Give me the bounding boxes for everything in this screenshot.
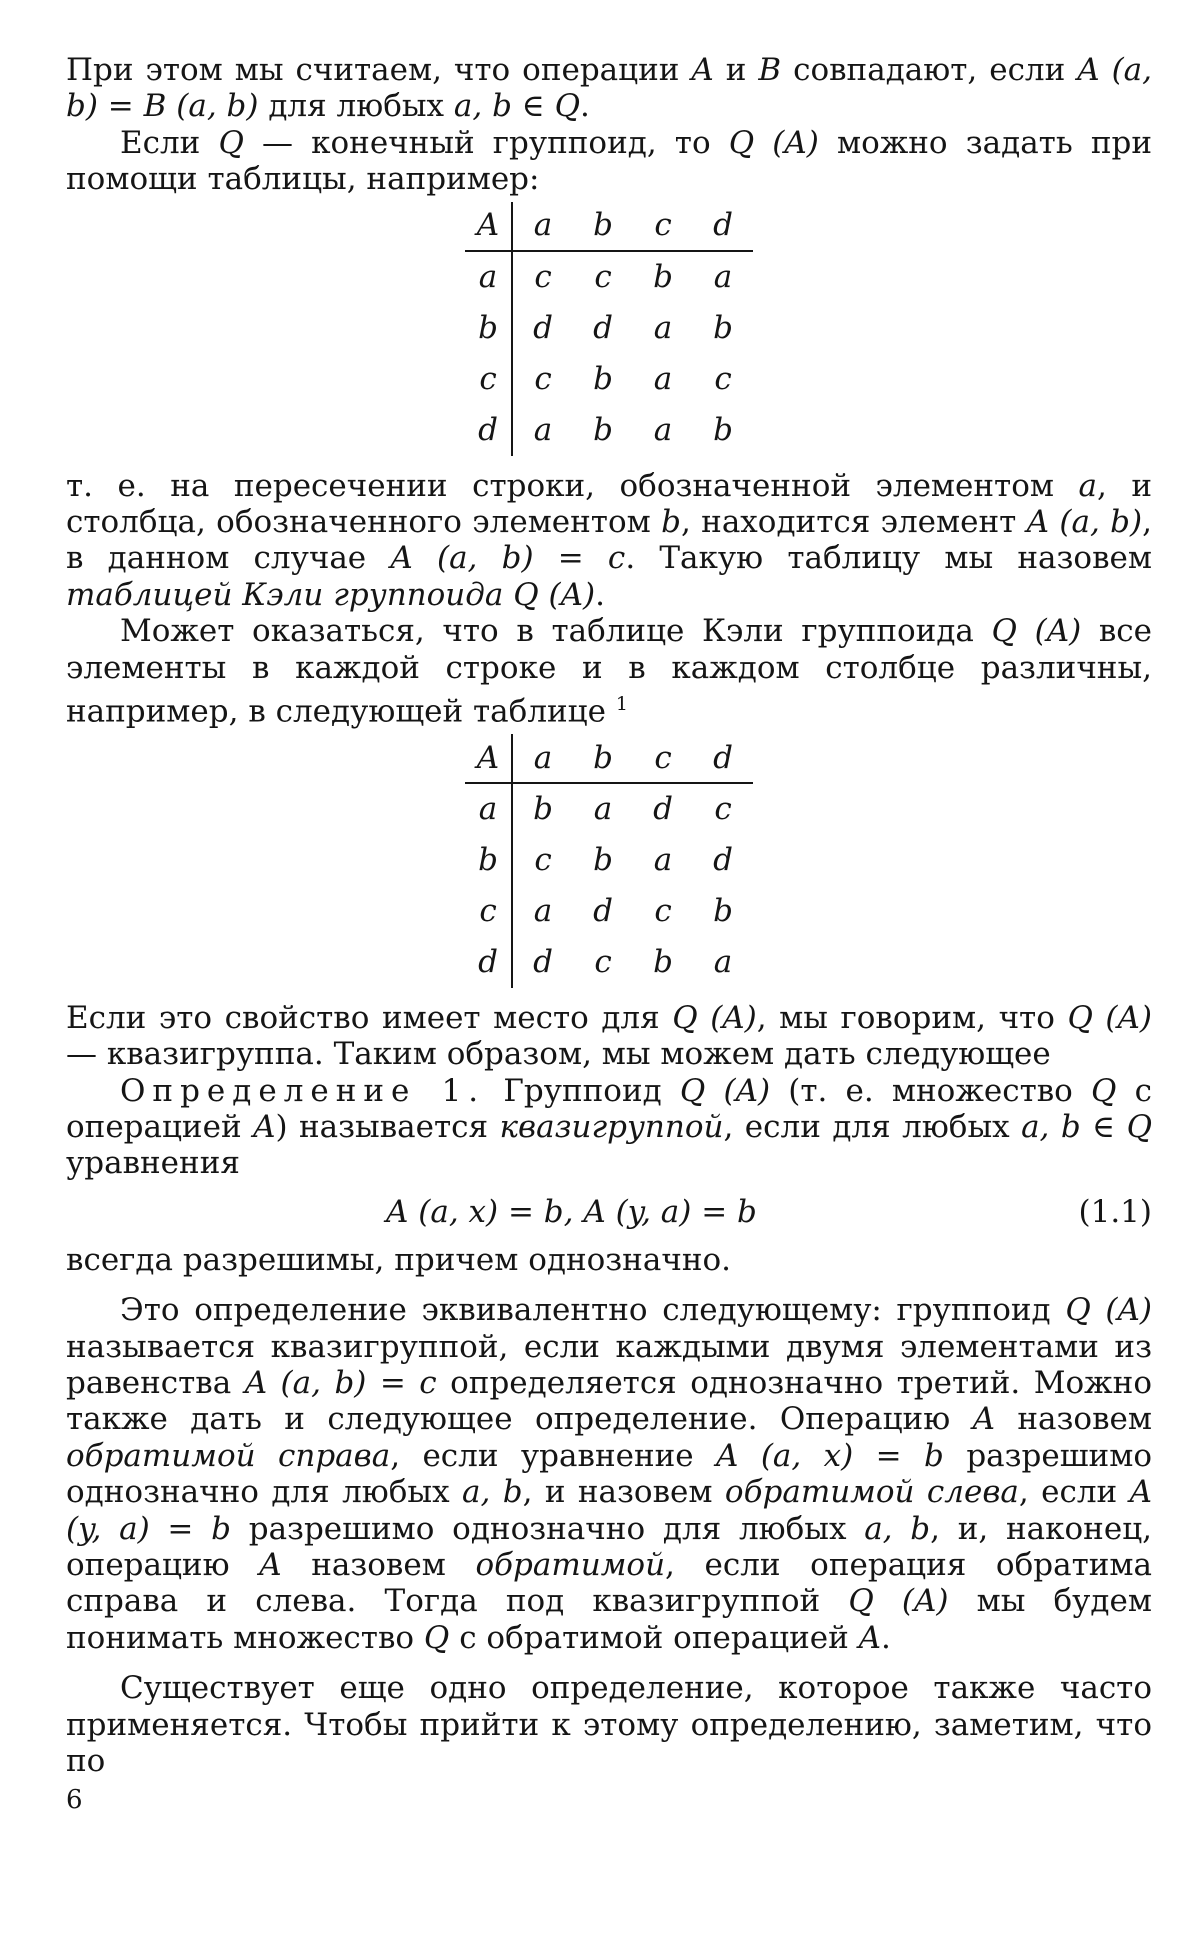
text: [503, 577, 513, 613]
text: , и, наконец, операцию: [66, 1511, 1152, 1583]
text: все элементы в каждой строке и в каждом столбце различны, например, в следующей таблице: [66, 613, 1152, 729]
text: назовем: [995, 1401, 1152, 1437]
table-header-row: [465, 734, 753, 783]
math: a, b: [462, 1474, 523, 1510]
text: и: [714, 52, 759, 88]
table-cell: a: [512, 405, 573, 456]
math: A: [253, 1109, 275, 1145]
table-header-cell: b: [573, 202, 633, 251]
text: , если уравнение: [390, 1438, 716, 1474]
text: с обратимой операцией: [449, 1620, 858, 1656]
row-label: b: [465, 303, 512, 354]
table-cell: d: [633, 783, 693, 835]
page-number: 6: [66, 1785, 83, 1815]
math: A (a, b) = c: [245, 1365, 437, 1401]
row-label: d: [465, 937, 512, 988]
table-row: [465, 303, 753, 354]
text: , если операция обратима справа и слева. Тогда под квазигруппой: [66, 1547, 1152, 1619]
text: с операцией: [66, 1073, 1152, 1145]
table-cell: a: [573, 783, 633, 835]
text: Если это свойство имеет место для: [66, 1000, 672, 1036]
row-label: b: [465, 835, 512, 886]
math: Q: [218, 125, 243, 161]
table-row: [465, 405, 753, 456]
row-label: d: [465, 405, 512, 456]
table-cell: a: [693, 937, 753, 988]
table-cell: c: [512, 835, 573, 886]
equation-formula: A (a, x) = b, A (y, a) = b: [386, 1194, 757, 1230]
text: Если: [120, 125, 218, 161]
cayley-table-1: [465, 202, 753, 456]
table-row: [465, 354, 753, 405]
math: a, b ∈ Q: [454, 88, 580, 124]
equation-number: (1.1): [1079, 1194, 1153, 1230]
math: a, b ∈ Q: [1021, 1109, 1152, 1145]
text: совпадают, если: [781, 52, 1077, 88]
table-cell: c: [633, 886, 693, 937]
table-cell: c: [693, 354, 753, 405]
paragraph-1: [66, 52, 1152, 125]
text: (т. е. множество: [770, 1073, 1091, 1109]
table-cell: c: [693, 783, 753, 835]
equation-1-1: [66, 1188, 1152, 1240]
row-label: a: [465, 251, 512, 303]
term: обратимой слева: [725, 1474, 1019, 1510]
text: т. е. на пересечении строки, обозначенной элементом: [66, 468, 1078, 504]
table-row: [465, 783, 753, 835]
text: .: [595, 577, 605, 613]
term: таблицей Кэли группоида: [66, 577, 503, 613]
definition-label: Определение 1.: [120, 1073, 485, 1109]
paragraph-5: [66, 1000, 1152, 1073]
table-cell: b: [693, 303, 753, 354]
text: разрешимо однозначно для любых: [66, 1438, 1152, 1510]
table-cell: d: [573, 303, 633, 354]
math: A (a, x) = b: [716, 1438, 944, 1474]
table-cell: c: [512, 251, 573, 303]
table-row: [465, 937, 753, 988]
table-header-cell: c: [633, 734, 693, 783]
math: Q (A): [672, 1000, 757, 1036]
text: , если: [1019, 1474, 1130, 1510]
table-cell: d: [573, 886, 633, 937]
math: A: [691, 52, 713, 88]
table-row: [465, 251, 753, 303]
text: определяется однозначно третий. Можно также дать и следующее определение. Операцию: [66, 1365, 1152, 1437]
text: для любых: [258, 88, 453, 124]
table-header-row: [465, 202, 753, 251]
definition-1: [66, 1073, 1152, 1182]
table-cell: d: [512, 303, 573, 354]
math: A: [259, 1547, 281, 1583]
text: Группоид: [485, 1073, 680, 1109]
table-cell: a: [633, 835, 693, 886]
paragraph-4: [66, 613, 1152, 730]
text: , и назовем: [523, 1474, 725, 1510]
cayley-table-2: [465, 734, 753, 988]
term: обратимой справа: [66, 1438, 390, 1474]
math: Q (A): [848, 1583, 948, 1619]
term: обратимой: [475, 1547, 665, 1583]
text: , и столбца, обозначенного элементом: [66, 468, 1152, 540]
math: A (y, a) = b: [66, 1474, 1152, 1546]
paragraph-7: всегда разрешимы, причем однозначно.: [66, 1242, 1152, 1278]
table-corner: A: [465, 202, 512, 251]
table-cell: c: [512, 354, 573, 405]
paragraph-2: [66, 125, 1152, 198]
math: A: [973, 1401, 995, 1437]
table-cell: a: [633, 303, 693, 354]
text: .: [881, 1620, 891, 1656]
text: разрешимо однозначно для любых: [231, 1511, 864, 1547]
table-row: [465, 835, 753, 886]
text: Это определение эквивалентно следующему: группоид: [120, 1292, 1065, 1328]
text: называется квазигруппой, если каждыми двумя элементами из равенства: [66, 1329, 1152, 1401]
math: B: [758, 52, 781, 88]
table-cell: b: [573, 354, 633, 405]
math: Q (A): [992, 613, 1082, 649]
text: ) называется: [275, 1109, 499, 1145]
text: — квазигруппа. Таким образом, мы можем дать следующее: [66, 1036, 1051, 1072]
text: . Такую таблицу мы назовем: [625, 540, 1152, 576]
text: , находится элемент: [681, 504, 1027, 540]
table-cell: b: [633, 251, 693, 303]
table-header-cell: a: [512, 734, 573, 783]
math: Q (A): [1067, 1000, 1152, 1036]
math: a: [1078, 468, 1096, 504]
table-header-cell: d: [693, 202, 753, 251]
math: Q: [1091, 1073, 1116, 1109]
math: Q (A): [680, 1073, 770, 1109]
text: , если для любых: [724, 1109, 1022, 1145]
table-header-cell: b: [573, 734, 633, 783]
table-cell: b: [693, 886, 753, 937]
table-header-cell: c: [633, 202, 693, 251]
text: можно задать при помощи таблицы, например:: [66, 125, 1152, 197]
paragraph-3: [66, 468, 1152, 614]
table-corner: A: [465, 734, 512, 783]
math: b: [661, 504, 681, 540]
math: Q: [424, 1620, 449, 1656]
table-cell: b: [693, 405, 753, 456]
footnote-marker: 1: [616, 693, 628, 715]
term: квазигруппой: [500, 1109, 724, 1145]
table-cell: a: [633, 354, 693, 405]
paragraph-9: Существует еще одно определение, которое также часто применяется. Чтобы прийти к этому определению, заметим, что по: [66, 1670, 1152, 1779]
table-cell: c: [573, 937, 633, 988]
text: назовем: [282, 1547, 476, 1583]
text: , мы говорим, что: [757, 1000, 1068, 1036]
text: мы будем понимать множество: [66, 1583, 1152, 1655]
table-cell: a: [633, 405, 693, 456]
text: уравнения: [66, 1145, 240, 1181]
table-header-cell: d: [693, 734, 753, 783]
math: A (a, b): [1027, 504, 1142, 540]
math: A (a, b) = c: [390, 540, 625, 576]
math: Q (A): [729, 125, 819, 161]
table-cell: d: [512, 937, 573, 988]
text: При этом мы считаем, что операции: [66, 52, 691, 88]
math: a, b: [864, 1511, 930, 1547]
paragraph-8: [66, 1292, 1152, 1656]
table-cell: d: [693, 835, 753, 886]
math: A: [859, 1620, 881, 1656]
row-label: c: [465, 886, 512, 937]
page-body: [66, 52, 1152, 1780]
table-cell: a: [693, 251, 753, 303]
table-cell: a: [512, 886, 573, 937]
table-cell: b: [573, 405, 633, 456]
math: A (a, b) = B (a, b): [66, 52, 1152, 124]
table-header-cell: a: [512, 202, 573, 251]
row-label: a: [465, 783, 512, 835]
text: — конечный группоид, то: [244, 125, 729, 161]
text: Может оказаться, что в таблице Кэли группоида: [120, 613, 992, 649]
math: Q (A): [1065, 1292, 1152, 1328]
table-cell: b: [512, 783, 573, 835]
math: Q (A): [513, 577, 595, 613]
table-cell: b: [633, 937, 693, 988]
text: , в данном случае: [66, 504, 1152, 576]
table-cell: b: [573, 835, 633, 886]
table-row: [465, 886, 753, 937]
text: .: [580, 88, 590, 124]
row-label: c: [465, 354, 512, 405]
table-cell: c: [573, 251, 633, 303]
